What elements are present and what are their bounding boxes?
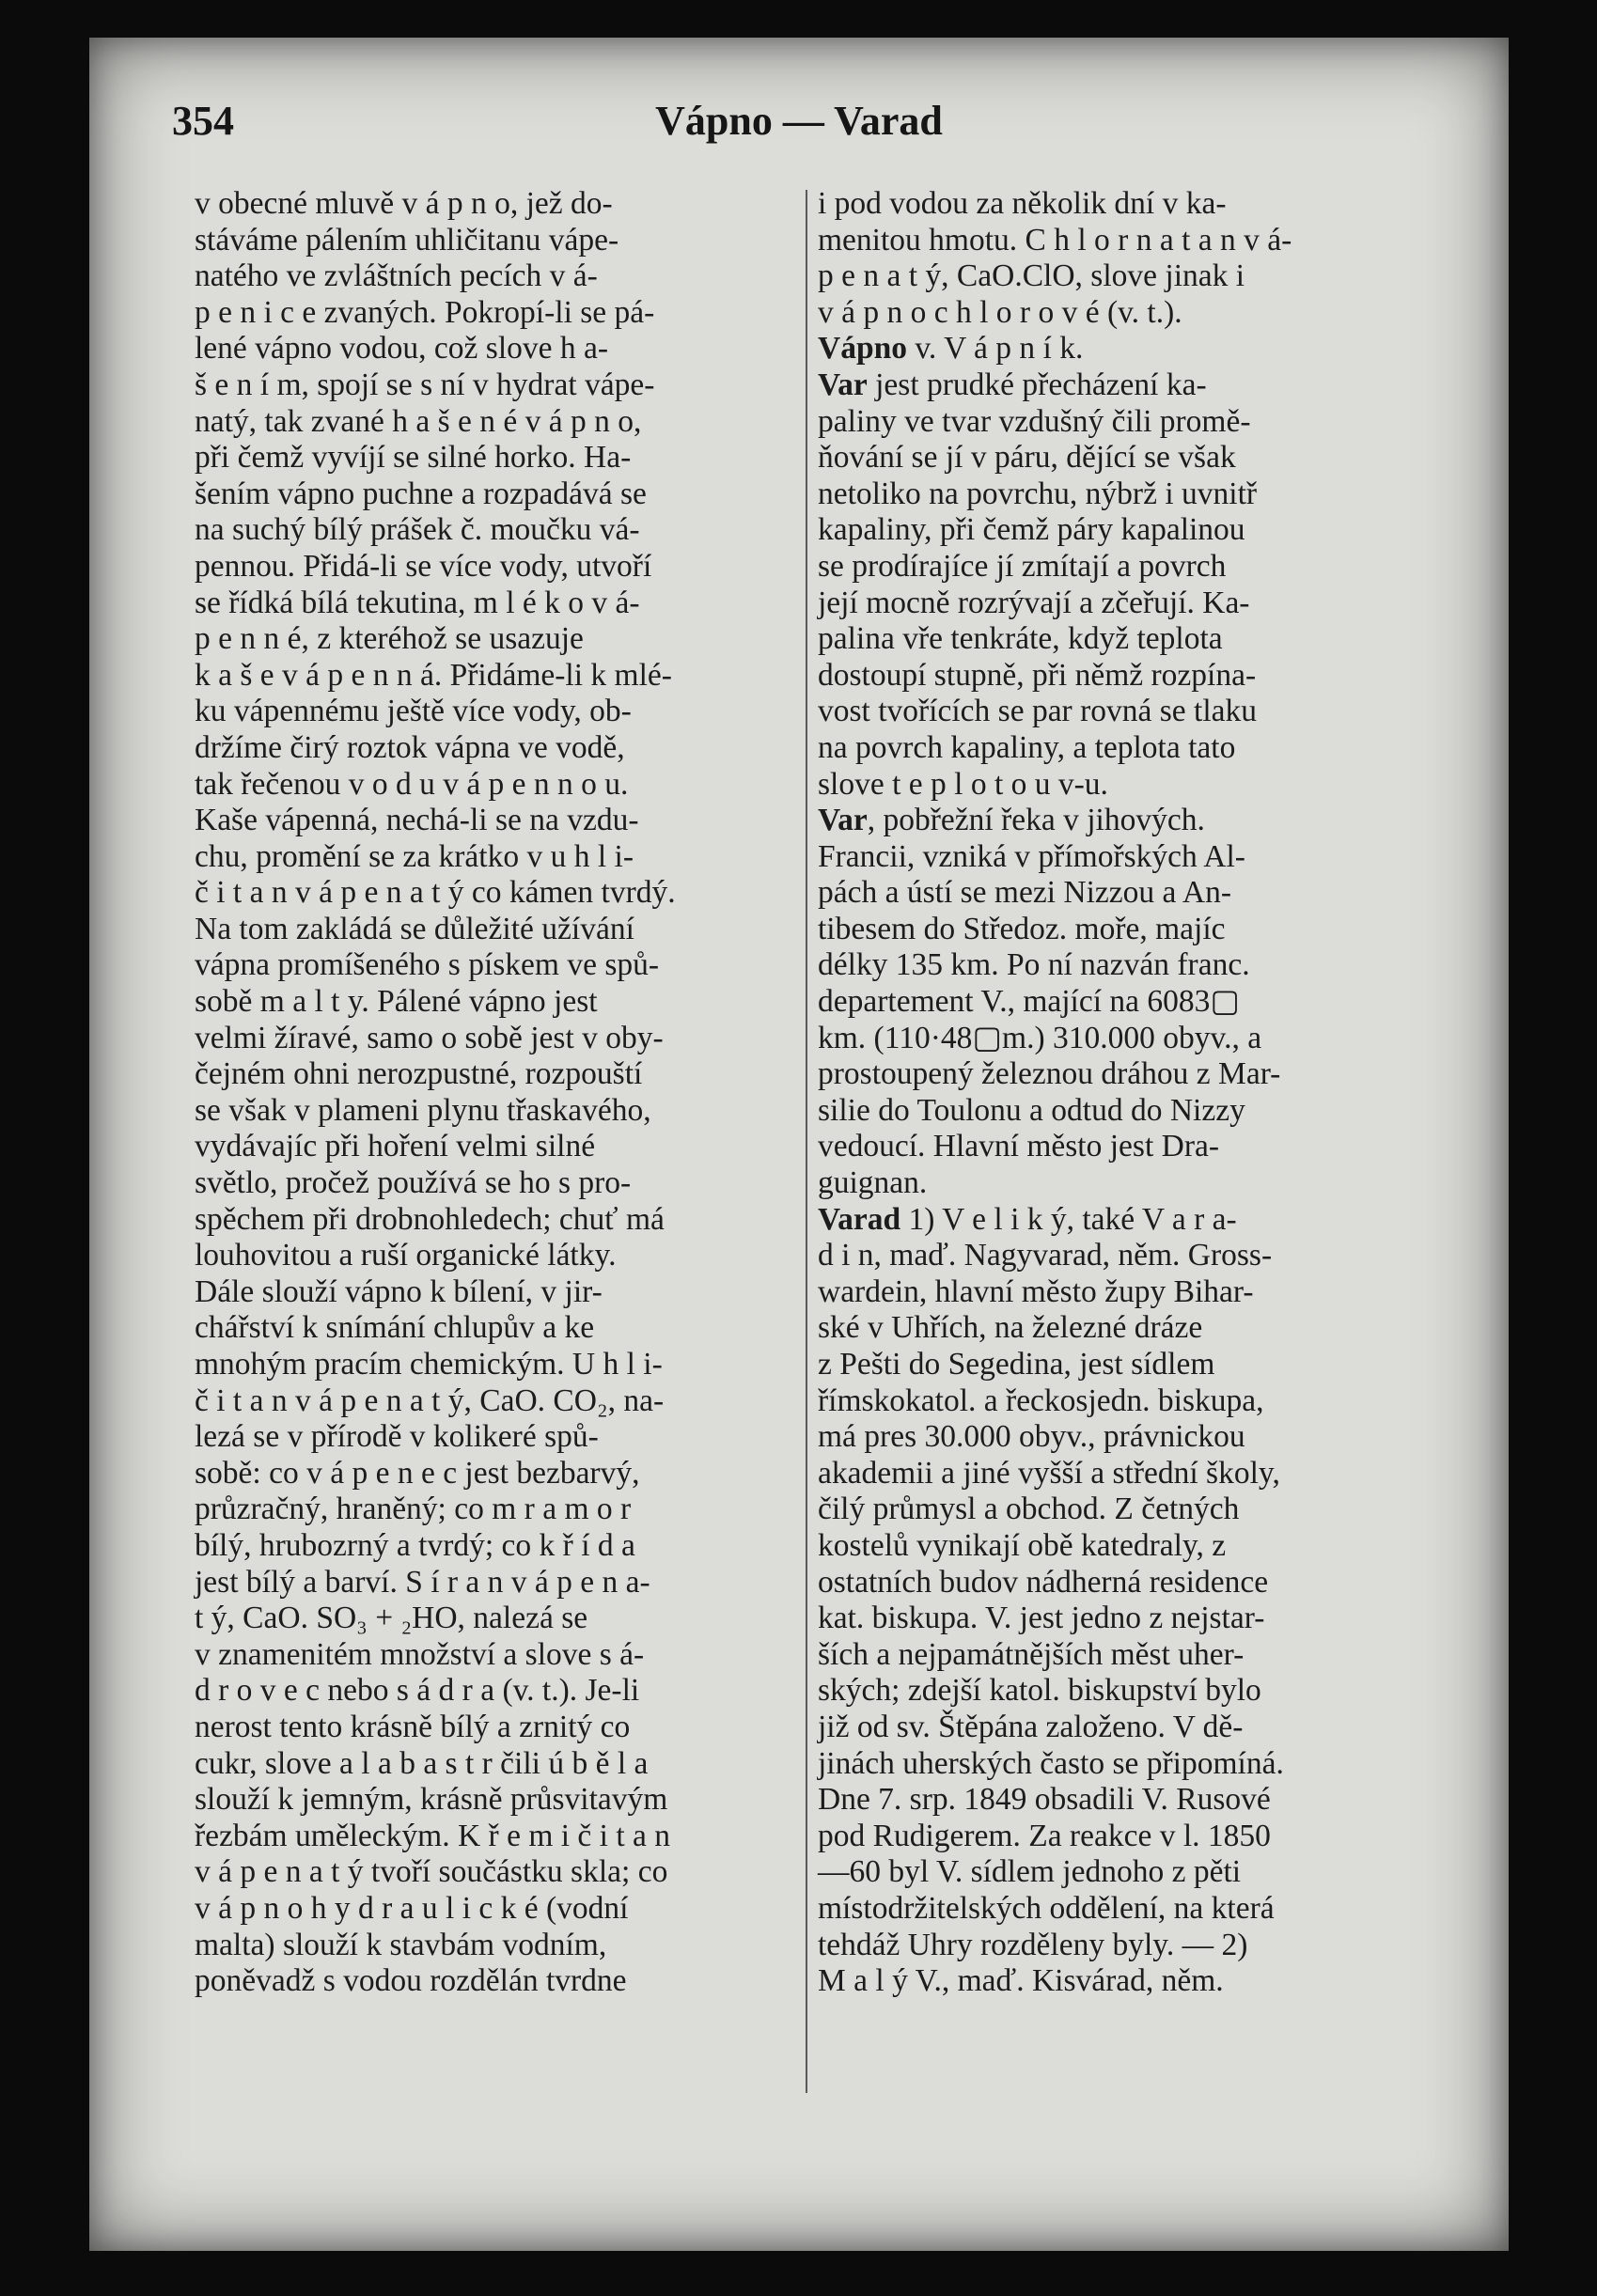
- text-line: místodržitelských oddělení, na která: [818, 1890, 1275, 1926]
- text-line: louhovitou a ruší organické látky.: [195, 1238, 617, 1273]
- text-line: akademii a jiné vyšší a střední školy,: [818, 1455, 1280, 1491]
- text-line: Francii, vzniká v přímořských Al-: [818, 838, 1245, 874]
- text-line: ších a nejpamátnějších měst uher-: [818, 1636, 1245, 1672]
- text-line: šením vápno puchne a rozpadává se: [195, 476, 647, 511]
- text-line: palina vře tenkráte, když teplota: [818, 621, 1223, 657]
- page-header: [89, 97, 1509, 163]
- text-line: délky 135 km. Po ní nazván franc.: [818, 947, 1250, 983]
- text-line: lené vápno vodou, což slove h a-: [195, 331, 609, 367]
- column-divider: [806, 190, 807, 2093]
- text-line: kostelů vynikají obě katedraly, z: [818, 1527, 1227, 1563]
- text-line: p e n n é, z kteréhož se usazuje: [195, 621, 584, 657]
- text-line: na povrch kapaliny, a teplota tato: [818, 729, 1236, 765]
- text-line: —60 byl V. sídlem jednoho z pěti: [818, 1854, 1242, 1890]
- entry-headword: Var: [818, 367, 868, 402]
- book-page: [89, 38, 1509, 2251]
- text-line: vápna promíšeného s pískem ve spů-: [195, 947, 660, 983]
- text-line: tibesem do Středoz. moře, majíc: [818, 911, 1226, 946]
- text-line: paliny ve tvar vzdušný čili promě-: [818, 403, 1251, 439]
- entry-headword: Vápno: [818, 331, 907, 367]
- text-line: jinách uherských často se připomíná.: [818, 1745, 1284, 1781]
- text-line: p e n a t ý, CaO.ClO, slove jinak i: [818, 258, 1245, 294]
- text-line: vost tvořících se par rovná se tlaku: [818, 694, 1258, 729]
- text-line: cukr, slove a l a b a s t r čili ú b ě l a: [195, 1745, 649, 1781]
- left-column: [195, 186, 895, 2000]
- text-line: pod Rudigerem. Za reakce v l. 1850: [818, 1818, 1271, 1853]
- text-line: č i t a n v á p e n a t ý, CaO. CO₂, na-: [195, 1382, 665, 1418]
- text-line: v znamenitém množství a slove s á-: [195, 1636, 645, 1672]
- text-line: slove t e p l o t o u v-u.: [818, 766, 1108, 802]
- text-line: kat. biskupa. V. jest jedno z nejstar-: [818, 1601, 1265, 1636]
- text-line: k a š e v á p e n n á. Přidáme-li k mlé-: [195, 657, 672, 693]
- text-line: malta) slouží k stavbám vodním,: [195, 1927, 607, 1962]
- text-line: Na tom zakládá se důležité užívání: [195, 911, 634, 946]
- text-line: ku vápennému ještě více vody, ob-: [195, 694, 632, 729]
- text-line: slouží k jemným, krásně průsvitavým: [195, 1782, 668, 1818]
- text-line: Dále slouží vápno k bílení, v jir-: [195, 1273, 603, 1309]
- text-line: bílý, hrubozrný a tvrdý; co k ř í d a: [195, 1527, 635, 1563]
- text-line: Varad 1) V e l i k ý, také V a r a-: [818, 1201, 1237, 1237]
- text-line: z Pešti do Segedina, jest sídlem: [818, 1347, 1215, 1382]
- text-line: ské v Uhřích, na železné dráze: [818, 1310, 1203, 1346]
- text-line: natý, tak zvané h a š e n é v á p n o,: [195, 403, 642, 439]
- text-line: jest bílý a barví. S í r a n v á p e n a-: [195, 1564, 650, 1600]
- text-line: mnohým pracím chemickým. U h l i-: [195, 1347, 663, 1382]
- text-line: velmi žíravé, samo o sobě jest v oby-: [195, 1020, 664, 1055]
- text-line: ňování se jí v páru, dějící se však: [818, 440, 1236, 476]
- text-line: M a l ý V., maď. Kisvárad, něm.: [818, 1963, 1224, 1999]
- text-line: v á p n o c h l o r o v é (v. t.).: [818, 294, 1182, 330]
- text-line: lezá se v přírodě v kolikeré spů-: [195, 1419, 599, 1455]
- text-line: ostatních budov nádherná residence: [818, 1564, 1269, 1600]
- text-line: sobě m a l t y. Pálené vápno jest: [195, 984, 598, 1020]
- text-line: chářství k snímání chlupův a ke: [195, 1310, 595, 1346]
- text-line: má pres 30.000 obyv., právnickou: [818, 1419, 1245, 1455]
- text-line: vedoucí. Hlavní město jest Dra-: [818, 1129, 1220, 1164]
- text-line: v á p e n a t ý tvoří součástku skla; co: [195, 1854, 668, 1890]
- text-line: nerost tento krásně bílý a zrnitý co: [195, 1709, 631, 1744]
- text-line: v á p n o h y d r a u l i c k é (vodní: [195, 1890, 629, 1926]
- text-line: již od sv. Štěpána založeno. V dě-: [818, 1709, 1244, 1744]
- text-line: t ý, CaO. SO₃ + ₂HO, nalezá se: [195, 1601, 588, 1636]
- text-line: chu, promění se za krátko v u h l i-: [195, 838, 634, 874]
- text-line: departement V., mající na 6083▢: [818, 984, 1241, 1020]
- running-title: Vápno — Varad: [655, 98, 943, 144]
- text-line: Vápno v. V á p n í k.: [818, 331, 1084, 367]
- text-line: průzračný, hraněný; co m r a m o r: [195, 1492, 632, 1527]
- text-line: dostoupí stupně, při němž rozpína-: [818, 657, 1257, 693]
- text-line: prostoupený železnou dráhou z Mar-: [818, 1056, 1281, 1092]
- text-line: Var jest prudké přecházení ka-: [818, 367, 1207, 402]
- text-line: při čemž vyvíjí se silné horko. Ha-: [195, 440, 632, 476]
- text-line: wardein, hlavní město župy Bihar-: [818, 1273, 1254, 1309]
- entry-headword: Var: [818, 803, 868, 838]
- text-line: vydávajíc při hoření velmi silné: [195, 1129, 596, 1164]
- text-line: menitou hmotu. C h l o r n a t a n v á-: [818, 222, 1292, 258]
- text-line: Dne 7. srp. 1849 obsadili V. Rusové: [818, 1782, 1271, 1818]
- text-line: netoliko na povrchu, nýbrž i uvnitř: [818, 476, 1258, 511]
- text-line: natého ve zvláštních pecích v á-: [195, 258, 598, 294]
- text-line: ských; zdejší katol. biskupství bylo: [818, 1673, 1261, 1709]
- text-line: čilý průmysl a obchod. Z četných: [818, 1492, 1240, 1527]
- text-line: guignan.: [818, 1165, 928, 1201]
- text-line: sobě: co v á p e n e c jest bezbarvý,: [195, 1455, 640, 1491]
- text-line: její mocně rozrývají a zčeřují. Ka-: [818, 585, 1250, 620]
- right-column: [818, 186, 1518, 2000]
- text-line: Var, pobřežní řeka v jihových.: [818, 803, 1205, 838]
- text-line: držíme čirý roztok vápna ve vodě,: [195, 729, 625, 765]
- text-line: čejném ohni nerozpustné, rozpouští: [195, 1056, 643, 1092]
- text-line: poněvadž s vodou rozdělán tvrdne: [195, 1963, 627, 1999]
- text-line: se prodírajíce jí zmítají a povrch: [818, 548, 1227, 584]
- text-line: d i n, maď. Nagyvarad, něm. Gross-: [818, 1238, 1273, 1273]
- text-line: římskokatol. a řeckosjedn. biskupa,: [818, 1382, 1264, 1418]
- text-line: p e n i c e zvaných. Pokropí-li se pá-: [195, 294, 655, 330]
- text-line: d r o v e c nebo s á d r a (v. t.). Je-li: [195, 1673, 640, 1709]
- text-line: i pod vodou za několik dní v ka-: [818, 186, 1227, 221]
- text-line: stáváme pálením uhličitanu vápe-: [195, 222, 619, 258]
- text-line: pennou. Přidá-li se více vody, utvoří: [195, 548, 652, 584]
- text-line: š e n í m, spojí se s ní v hydrat vápe-: [195, 367, 655, 402]
- text-line: spěchem při drobnohledech; chuť má: [195, 1201, 665, 1237]
- text-line: silie do Toulonu a odtud do Nizzy: [818, 1092, 1245, 1128]
- text-line: světlo, pročež používá se ho s pro-: [195, 1165, 632, 1201]
- text-line: se však v plameni plynu třaskavého,: [195, 1092, 651, 1128]
- text-line: v obecné mluvě v á p n o, jež do-: [195, 186, 613, 221]
- text-line: na suchý bílý prášek č. moučku vá-: [195, 512, 640, 548]
- text-line: řezbám uměleckým. K ř e m i č i t a n: [195, 1818, 671, 1853]
- text-line: se řídká bílá tekutina, m l é k o v á-: [195, 585, 640, 620]
- text-line: km. (110·48▢m.) 310.000 obyv., a: [818, 1020, 1262, 1055]
- text-line: tehdáž Uhry rozděleny byly. — 2): [818, 1927, 1248, 1962]
- entry-headword: Varad: [818, 1201, 901, 1237]
- text-line: tak řečenou v o d u v á p e n n o u.: [195, 766, 629, 802]
- text-line: Kaše vápenná, nechá-li se na vzdu-: [195, 803, 639, 838]
- text-line: č i t a n v á p e n a t ý co kámen tvrdý.: [195, 875, 676, 911]
- text-line: pách a ústí se mezi Nizzou a An-: [818, 875, 1231, 911]
- text-line: kapaliny, při čemž páry kapalinou: [818, 512, 1245, 548]
- page-number: 354: [172, 98, 234, 144]
